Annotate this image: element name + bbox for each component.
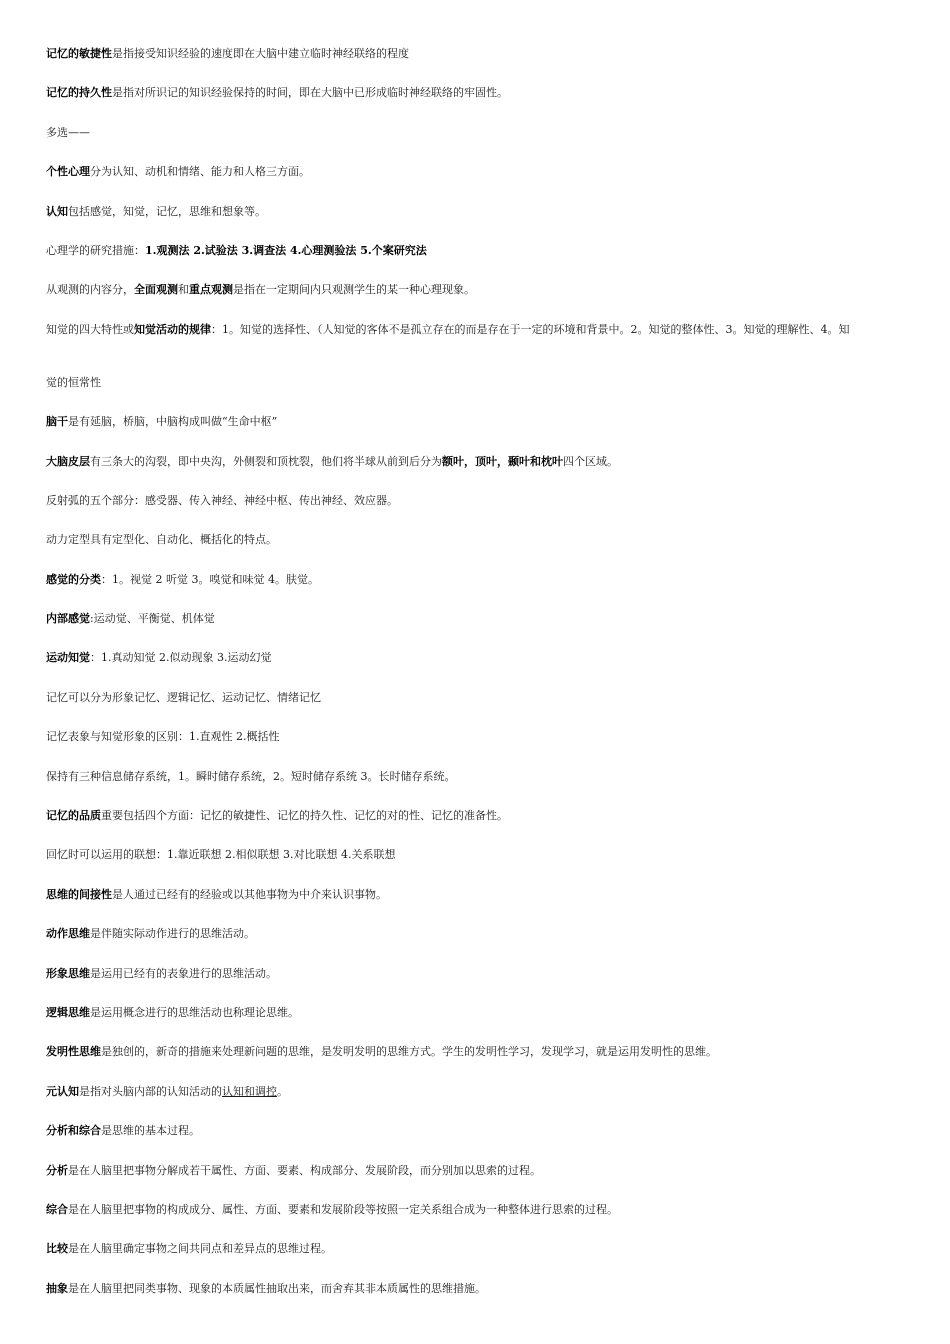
term: 记忆的持久性 (46, 86, 112, 100)
text: 反射弧的五个部分：感受器、传入神经、神经中枢、传出神经、效应器。 (46, 493, 398, 507)
text: 觉的恒常性 (46, 375, 101, 389)
text: 动力定型具有定型化、自动化、概括化的特点。 (46, 533, 277, 547)
text: 多选—— (46, 125, 90, 139)
term: 比较 (46, 1242, 68, 1256)
paragraph-memory-agility (46, 44, 936, 83)
term: 综合 (46, 1202, 68, 1216)
paragraph-synthesis (46, 1200, 936, 1239)
term: 记忆的品质 (46, 809, 101, 823)
term: 思维的间接性 (46, 887, 112, 901)
text: 是指在一定期间内只观测学生的某一种心理现象。 (233, 283, 475, 297)
term: 抽象 (46, 1281, 68, 1295)
term: 逻辑思维 (46, 1005, 90, 1019)
underlined-text: 认知和调控 (222, 1084, 277, 1098)
text: 分为认知、动机和情绪、能力和人格三方面。 (90, 165, 310, 179)
term: 形象思维 (46, 966, 90, 980)
paragraph-indirect-thinking (46, 885, 936, 924)
term: 额叶，顶叶，颞叶和枕叶 (442, 454, 563, 468)
paragraph-analysis (46, 1161, 936, 1200)
text: 和 (178, 283, 189, 297)
term: 个性心理 (46, 165, 90, 179)
text: 是人通过已经有的经验或以其他事物为中介来认识事物。 (112, 887, 387, 901)
text: 是在人脑里把同类事物、现象的本质属性抽取出来，而舍弃其非本质属性的思维措施。 (68, 1281, 486, 1295)
text: 是指对头脑内部的认知活动的 (79, 1084, 222, 1098)
text: 重要包括四个方面：记忆的敏捷性、记忆的持久性、记忆的对的性、记忆的准备性。 (101, 809, 508, 823)
term: 运动知觉 (46, 651, 90, 665)
paragraph-sensation-types (46, 570, 936, 609)
paragraph-personality (46, 162, 936, 201)
text: 是独创的，新奇的措施来处理新问题的思维，是发明发明的思维方式。学生的发明性学习，发现学习，就是运用发明性的思维。 (101, 1045, 717, 1059)
text: 记忆可以分为形象记忆、逻辑记忆、运动记忆、情绪记忆 (46, 690, 321, 704)
paragraph-internal-sensation (46, 609, 936, 648)
paragraph-brainstem (46, 412, 936, 451)
term: 发明性思维 (46, 1045, 101, 1059)
term: 知觉活动的规律 (134, 322, 211, 336)
paragraph-cognition (46, 202, 936, 241)
paragraph-comparison (46, 1239, 936, 1278)
paragraph-motion-perception (46, 648, 936, 687)
text: :运动觉、平衡觉、机体觉 (90, 612, 215, 626)
text: 是指对所识记的知识经验保持的时间，即在大脑中已形成临时神经联络的牢固性。 (112, 86, 508, 100)
paragraph-recall-associations (46, 845, 936, 884)
text: 是思维的基本过程。 (101, 1124, 200, 1138)
text: 保持有三种信息储存系统，1。瞬时储存系统，2。短时储存系统 3。长时储存系统。 (46, 769, 456, 783)
text: 是有延脑，桥脑，中脑构成叫做“生命中枢” (68, 415, 278, 429)
term: 内部感觉 (46, 612, 90, 626)
paragraph-reflex-arc (46, 491, 936, 530)
paragraph-image-thinking (46, 964, 936, 1003)
paragraph-abstraction (46, 1279, 936, 1318)
text: 有三条大的沟裂，即中央沟，外侧裂和顶枕裂，他们将半球从前到后分为 (90, 454, 442, 468)
paragraph-cerebral-cortex (46, 452, 936, 491)
paragraph-analysis-synthesis (46, 1121, 936, 1160)
term: 元认知 (46, 1084, 79, 1098)
paragraph-memory-durability (46, 83, 936, 122)
text: 是在人脑里把事物的构成成分、属性、方面、要素和发展阶段等按照一定关系组合成为一种整体进行思索的过程。 (68, 1202, 618, 1216)
term: 动作思维 (46, 927, 90, 941)
term: 分析和综合 (46, 1124, 101, 1138)
paragraph-research-methods (46, 241, 936, 280)
paragraph-creative-thinking (46, 1042, 936, 1081)
text: 包括感觉，知觉，记忆，思维和想象等。 (68, 204, 266, 218)
paragraph-perception-features (46, 320, 936, 373)
paragraph-memory-types (46, 688, 936, 727)
term: 认知 (46, 204, 68, 218)
paragraph-logical-thinking (46, 1003, 936, 1042)
paragraph-memory-quality (46, 806, 936, 845)
text: 。 (277, 1084, 288, 1098)
text: 是指接受知识经验的速度即在大脑中建立临时神经联络的程度 (112, 47, 409, 60)
paragraph-memory-image (46, 727, 936, 766)
text: 从观测的内容分， (46, 283, 134, 297)
paragraph-storage-systems (46, 767, 936, 806)
text: 知觉的四大特性或 (46, 322, 134, 336)
term: 记忆的敏捷性 (46, 47, 112, 60)
paragraph-perception-constancy (46, 373, 936, 412)
text: ：1。视觉 2 听觉 3。嗅觉和味觉 4。肤觉。 (101, 572, 319, 586)
paragraph-observation (46, 280, 936, 319)
term: 脑干 (46, 415, 68, 429)
text: 记忆表象与知觉形象的区别：1.直观性 2.概括性 (46, 730, 280, 744)
text: 是伴随实际动作进行的思维活动。 (90, 927, 255, 941)
text: 是运用已经有的表象进行的思维活动。 (90, 966, 277, 980)
text: 是在人脑里确定事物之间共同点和差异点的思维过程。 (68, 1242, 332, 1256)
text: ：1.真动知觉 2.似动现象 3.运动幻觉 (90, 651, 272, 665)
term: 大脑皮层 (46, 454, 90, 468)
text: 是运用概念进行的思维活动也称理论思维。 (90, 1005, 299, 1019)
document-page (46, 44, 936, 1318)
term: 感觉的分类 (46, 572, 101, 586)
term: 分析 (46, 1163, 68, 1177)
text: ：1。知觉的选择性、（人知觉的客体不是孤立存在的而是存在于一定的环境和背景中。2。知觉的整体性、3。知觉的理解性、4。知 (211, 322, 850, 336)
text: 心理学的研究措施： (46, 243, 145, 257)
term: 全面观测 (134, 283, 178, 297)
text: 是在人脑里把事物分解成若干属性、方面、要素、构成部分、发展阶段，而分别加以思索的过程。 (68, 1163, 541, 1177)
paragraph-metacognition (46, 1082, 936, 1121)
text: 四个区域。 (563, 454, 618, 468)
term: 1.观测法 2.试验法 3.调查法 4.心理测验法 5.个案研究法 (145, 243, 427, 257)
text: 回忆时可以运用的联想：1.靠近联想 2.相似联想 3.对比联想 4.关系联想 (46, 848, 396, 862)
paragraph-multiple-choice (46, 123, 936, 162)
paragraph-dynamic-stereotype (46, 530, 936, 569)
paragraph-action-thinking (46, 924, 936, 963)
term: 重点观测 (189, 283, 233, 297)
